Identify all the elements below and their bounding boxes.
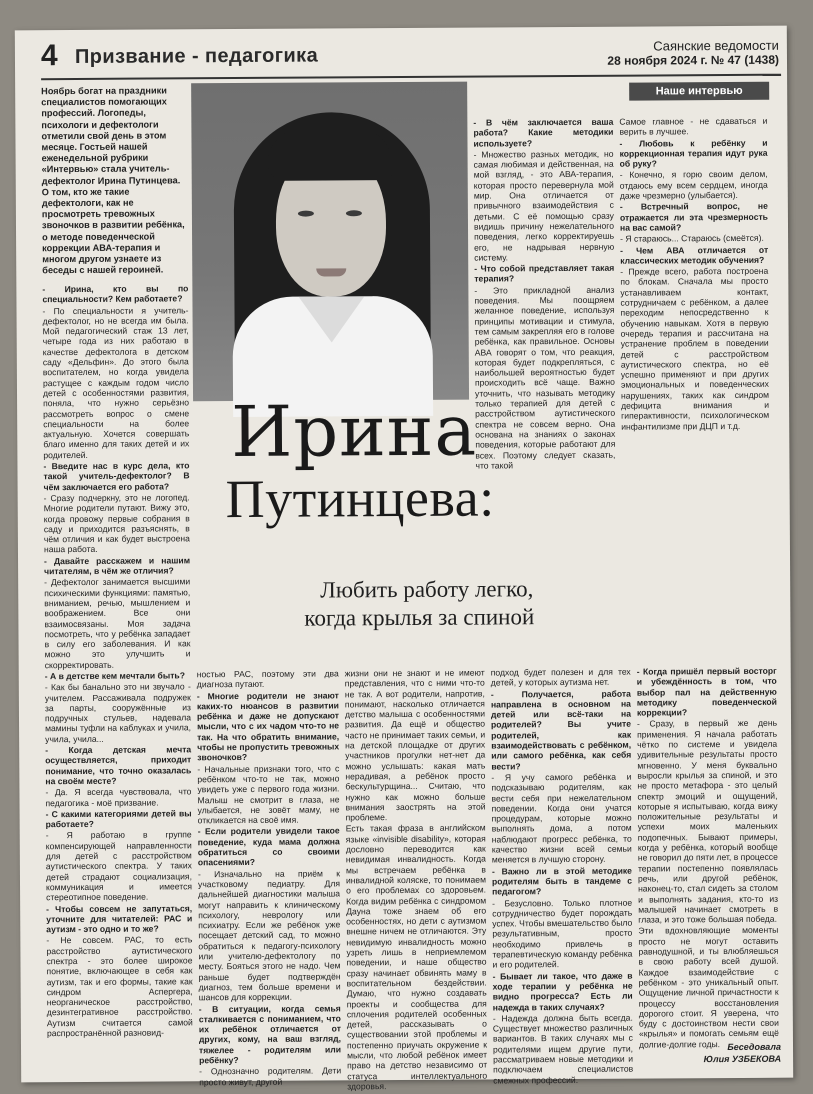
column-1 <box>42 283 193 1074</box>
interview-question: - Многие родители не знают каких-то нюансов в развитии ребёнка и даже не допускают мысли, что с их чадом что-то не так. На что обратить внимание, чтобы не пропустить тревожных звоночков? <box>196 689 340 763</box>
headline-last-name: Путинцева: <box>225 467 495 530</box>
interview-question: - Когда пришёл первый восторг и убеждённость в том, что выбор пал на действенную методику поведенческой коррекции? <box>636 665 777 718</box>
interview-answer: - По специальности я учитель-дефектолог, но не всегда им была. Мой педагогический стаж 13 лет, четыре года из них работаю в качестве дефектолога в детском саду «Дельфин». До этого была воспитателем, но когда увидела растущее с каждым годом число детей с особенностями развития, поняла, что нужно серьёзно рассмотреть вопрос о смене специальности на более актуальную. Хочется совершать благо именно для таких детей и их родителей. <box>42 304 190 460</box>
interview-question: - Когда детская мечта осуществляется, приходит понимание, что точно оказалась на своём месте? <box>45 744 192 787</box>
interview-answer: ностью РАС, поэтому эти два диагноза путают. <box>196 668 339 690</box>
interview-question: - В ситуации, когда семья сталкивается с пониманием, что их ребёнок отличается от других, кому, на ваш взгляд, тяжелее - родителям или ребёнку? <box>198 1002 342 1066</box>
interview-answer: - Конечно, я горю своим делом, отдаюсь ему всем сердцем, иногда даже чрезмерно (улыбается). <box>619 169 768 201</box>
headline-subtitle-line-2: когда крылья за спиной <box>304 604 535 631</box>
article-lede <box>41 85 188 276</box>
interview-answer: Эти вдохновляющие моменты просто не могут оставить равнодушной, и ты влюбляешься в свою работу всей душой. Каждое взаимодействие с ребёнком - это уникальный опыт. Ощущение личной причастности к процессу восстановления дорогого стоит. Я уверена, что буду с достоинством нести свои «крылья» и помогать семьям ещё долгие-долгие годы. <box>638 925 779 1050</box>
column-3 <box>473 117 615 470</box>
interview-answer: Самое главное - не сдаваться и верить в лучшее. <box>619 115 768 137</box>
interview-answer: - Начальные признаки того, что с ребёнком что-то не так, можно увидеть уже с первого года жизни. Малыш не смотрит в глаза, не улыбается, не зовёт маму, не откликается на своё имя. <box>197 763 340 826</box>
publication-name: Саянские ведомости <box>653 37 779 54</box>
interview-question: - В чём заключается ваша работа? Какие методики используете? <box>473 116 614 149</box>
interview-question: - Встречный вопрос, не отражается ли эта чрезмерность на вас самой? <box>619 201 768 233</box>
photo-bangs <box>267 128 391 181</box>
newspaper-page <box>15 26 793 1092</box>
interview-question: - Ирина, кто вы по специальности? Кем работаете? <box>42 283 189 305</box>
interview-question: - А в детстве кем мечтали быть? <box>44 670 185 682</box>
interview-question: - Что собой представляет такая терапия? <box>474 262 615 285</box>
section-title: Призвание - педагогика <box>74 44 319 69</box>
interview-answer: - Я работаю в группе компенсирующей направленности для детей с расстройством аутистического спектра. У таких детей страдают социализация, коммуникация и имеется стереотипное поведение. <box>45 829 193 903</box>
interview-answer: - Я стараюсь... Стараюсь (смеётся). <box>620 233 764 244</box>
interview-answer: - Да. Я всегда чувствовала, что педагогика - моё призвание. <box>45 786 192 808</box>
interview-answer: - Как бы банально это ни звучало - учителем. Рассаживала подружек за парты, сооружённые из подручных стульев, надевала мамины туфли на каблуках и учила, учила, учила... <box>44 681 192 744</box>
byline-label: Беседовала <box>727 1041 782 1053</box>
interview-answer: подход будет полезен и для тех детей, у которых аутизма нет. <box>490 666 631 688</box>
interview-answer: - Сразу подчеркну, это не логопед. Многие родители путают. Вижу это, когда провожу первые собрания в саду и приходится разъяснять, в чём отличия и как будет выстроена наша работа. <box>43 492 190 555</box>
column-4-bottom <box>490 666 634 1086</box>
interview-badge: Наше интервью <box>629 82 769 101</box>
interview-answer: - Не совсем. РАС, то есть расстройство аутистического спектра - это более широкое понятие, включающее в себя как аутизм, так и его формы, такие как синдром Аспергера, неорганическое расстройство, дезинтегративное расстройство. Аутизм считается самой распространённой разновид- <box>46 934 193 1039</box>
interview-answer: - Изначально на приём к участковому педиатру. Для дальнейшей диагностики малыша могут направить к клиническому психологу, неврологу или психиатру. Если же ребёнок уже посещает детский сад, то можно обратиться к педагогу-психологу или учителю-дефектологу по месту. Бояться этого не надо. Чем раньше будет подтверждён диагноз, тем больше времени и шансов для коррекции. <box>197 868 341 1003</box>
interview-question: - Введите нас в курс дела, кто такой учитель-дефектолог? В чём заключается его работа? <box>43 460 190 492</box>
interview-question: - Любовь к ребёнку и коррекционная терапия идут рука об руку? <box>619 137 768 169</box>
interview-question: - Чем АВА отличается от классических методик обучения? <box>620 244 769 266</box>
headline-first-name: Ирина <box>231 389 478 474</box>
interview-question: - Важно ли в этой методике родителям быть в тандеме с педагогом? <box>491 865 633 897</box>
lede-paragraph: Ноябрь богат на праздники специалистов помогающих профессий. Логопеды, психологи и дефектологи отметили свой день в этом месяце. Гостьей нашей еженедельной рубрики «Интервью» стала учитель-дефектолог Ирина Путинцева. О том, кто же такие дефектологи, как не просмотреть тревожных звоночков в развитии ребёнка, о методе поведенческой коррекции АВА-терапия и многом другом узнаете из беседы с нашей героиней. <box>41 85 185 276</box>
interview-question: - Чтобы совсем не запутаться, уточните для читателей: РАС и аутизм - это одно и то же? <box>46 902 193 935</box>
page-header <box>41 36 781 77</box>
issue-date: 28 ноября 2024 г. № 47 (1438) <box>607 52 780 68</box>
byline-author: Юлия УЗБЕКОВА <box>703 1053 782 1065</box>
interview-answer: - Надежда должна быть всегда. Существует множество различных вариантов. В таких случаях мы с родителями ищем другие пути, рассматриваем новые методики и подключаем специалистов смежных профессий. <box>492 1012 634 1086</box>
interview-answer: - Это прикладной анализ поведения. Мы поощряем желанное поведение, используя принципы мотивации и стимула, тем самым закрепляя его в голове ребёнка, как правильное. Основы АВА говорят о том, что реакция, которая будет подкрепляться, с наибольшей вероятностью будет происходить всё чаще. Важно уточнить, что называть методику только терапией для детей с расстройством аутистического спектра не совсем верно. Она основана на знаниях о законах поведения, которые работают для всех. Поэтому следует сказать, что такой <box>474 284 616 471</box>
column-3-bottom <box>344 667 488 1092</box>
interview-answer: - Безусловно. Только плотное сотрудничество будет порождать успех. Чтобы вмешательство было результативным, просто необходимо привлечь в терапевтическую команду ребёнка и его родителей. <box>492 897 633 970</box>
photo-mouth <box>316 268 346 276</box>
interview-question: - Бывает ли такое, что даже в ходе терапии у ребёнка не видно прогресса? Есть ли надежда в таких случаях? <box>492 970 633 1012</box>
interview-question: - Если родители увидели такое поведение, куда мама должна обратиться со своими опасениями? <box>197 825 340 868</box>
interview-answer: Есть такая фраза в английском языке «invisible disability», которая дословно переводится как невидимая инвалидность. Когда мы встречаем ребёнка в инвалидной коляске, то понимаем о его проблемах со здоровьем. Когда видим ребёнка с синдромом Дауна тоже знаем об его особенностях, но дети с аутизмом внешне ничем не отличаются. Эту невидимую инвалидность можно узреть лишь в неприемлемом поведении, и наше общество сразу начинает обвинять маму в воспитательном бездействии. Думаю, что нужно создавать проекты и сообщества для сплочения родителей особенных детей, рассказывать о существовании этой проблемы и постепенно приучать окружение к мысли, что любой ребёнок имеет право на детство независимо от статуса интеллектуального здоровья. <box>345 822 488 1092</box>
interview-question: - С какими категориями детей вы работаете? <box>45 808 192 830</box>
page-number: 4 <box>40 39 58 73</box>
interview-answer: - Прежде всего, работа построена по блокам. Сначала мы просто устанавливаем контакт, сотрудничаем с ребёнком, а далее переходим непосредственно к обучению навыкам. Хотя в первую очередь терапия и рассчитана на устранение проблем в поведении детей с расстройством аутистического спектра, но её успешно применяют и при других эмоциональных и поведенческих нарушениях, таких как синдром дефицита внимания и гиперактивности, психологическом инфантилизме при ДЦП и т.д. <box>620 265 770 432</box>
interview-answer: жизни они не знают и не имеют представления, что с ними что-то не так. А вот родители, напротив, понимают, насколько отличается детство малыша с особенностями развития. Да ещё и общество часто не принимает таких семьи, и на детской площадке от других участников прогулки нет-нет да можно услышать: какая мать нерадивая, а ребёнок просто бескультурщина... Считаю, что нужно как можно больше внимания заострять на этой проблеме. <box>344 667 486 823</box>
column-4 <box>619 116 769 487</box>
interview-answer: - Сразу, в первый же день применения. Я начала работать чётко по системе и увидела удивительные результаты просто мгновенно. У меня буквально выросли крылья за спиной, и это не просто метафора - это целый спектр эмоций и ощущений, которые я испытываю, когда вижу положительные результаты и успехи моих маленьких подопечных. Бывают примеры, когда у ребёнка, который вообще не говорил до пяти лет, в процессе терапии постепенно появлялась речь, или другой ребёнок, наконец-то, стал сидеть за столом и выполнять задания, кто-то из малышей начинает смотреть в глаза, и это тоже большая победа. <box>637 718 779 925</box>
interview-answer: - Однозначно родителям. Дети просто живут, другой <box>199 1065 342 1087</box>
headline-subtitle-line-1: Любить работу легко, <box>320 576 534 603</box>
portrait-photo <box>191 82 469 402</box>
interview-question: - Давайте расскажем и нашим читателям, в чём же отличия? <box>44 555 191 577</box>
interview-question: - Получается, работа направлена в основном на детей или всё-таки на родителей? Вы учите родителей, как взаимодействовать с ребёнком, или самого ребёнка, как себя вести? <box>490 688 632 772</box>
interview-answer: - Я учу самого ребёнка и подсказываю родителям, как вести себя при нежелательном поведении. Когда они учатся процедурам, которые можно выполнять дома, а потом наблюдают прогресс ребёнка, то качество жизни всей семьи меняется в лучшую сторону. <box>491 771 632 865</box>
column-2-bottom <box>196 668 342 1087</box>
interview-answer: - Дефектолог занимается высшими психическими функциями: памятью, вниманием, речью, мышлением и воображением. Все они взаимосвязаны. Моя задача посмотреть, что у ребёнка западает в силу его заболевания. И как можно это улучшить и скорректировать. <box>44 576 191 670</box>
interview-answer: - Множество разных методик, но самая любимая и действенная, на мой взгляд, - это АВА-терапия, которая просто перевернула мой мир. Она отличается от привычного взаимодействия с детьми. С её помощью сразу видишь причину нежелательного поведения, легко корректируешь его, не надрывая нервную систему. <box>473 148 615 263</box>
